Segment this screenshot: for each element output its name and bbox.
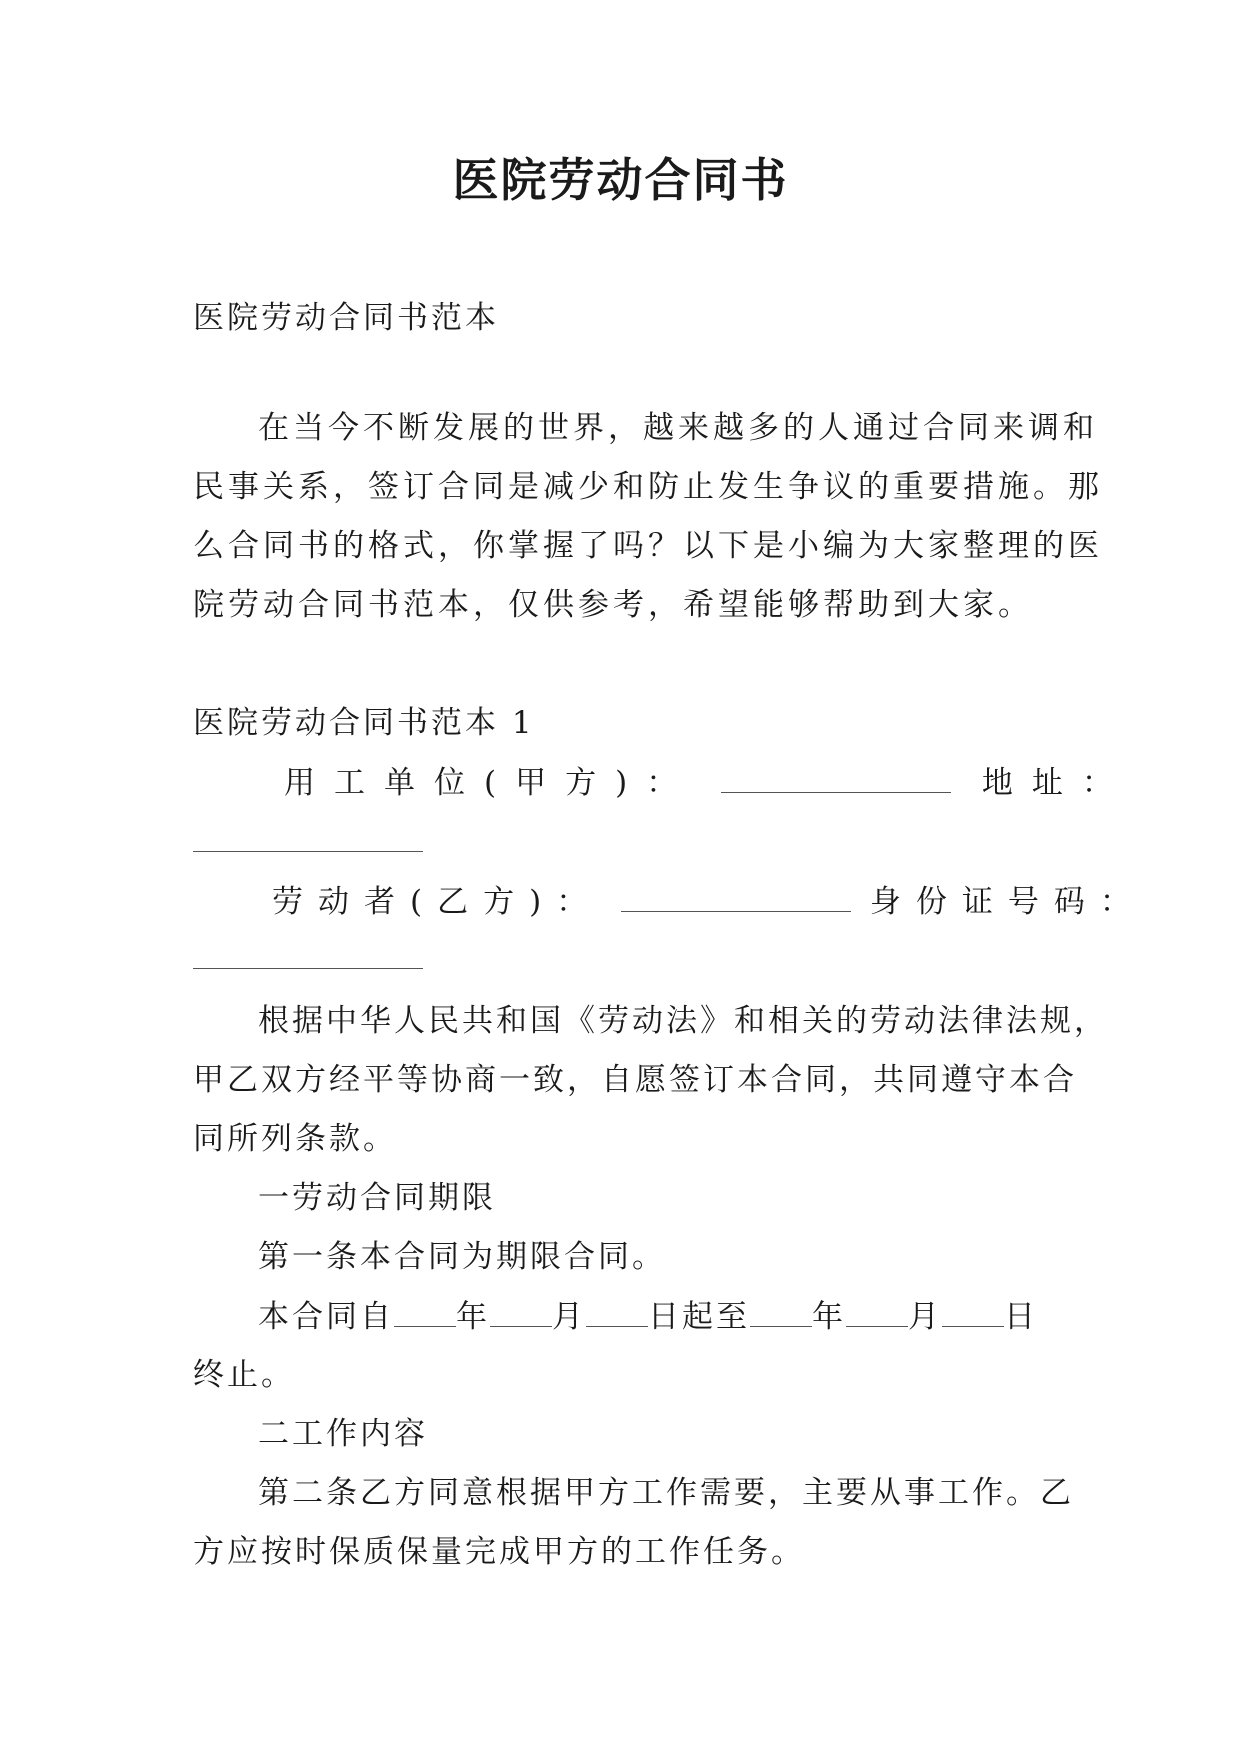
- term-year-2: 年: [812, 1299, 846, 1335]
- basis-line-2: 甲乙双方经平等协商一致，自愿签订本合同，共同遵守本合: [193, 1062, 1077, 1098]
- intro-line-4: 院劳动合同书范本，仅供参考，希望能够帮助到大家。: [193, 587, 1033, 623]
- party-b-id-label: 身份证号码：: [869, 884, 1146, 920]
- start-day-blank[interactable]: [586, 1296, 648, 1327]
- start-year-blank[interactable]: [394, 1296, 456, 1327]
- intro-line-3: 么合同书的格式，你掌握了吗？以下是小编为大家整理的医: [193, 528, 1103, 564]
- section-2-title: 二工作内容: [258, 1416, 428, 1452]
- party-a-label: 用工单位(甲方)：: [284, 765, 697, 801]
- party-a-row: [284, 762, 1132, 803]
- address-blank[interactable]: [193, 851, 423, 852]
- article-2-line-1: 第二条乙方同意根据甲方工作需要，主要从事工作。乙: [258, 1475, 1074, 1511]
- end-day-blank[interactable]: [942, 1296, 1004, 1327]
- section-1-title: 一劳动合同期限: [258, 1180, 496, 1216]
- party-b-row: [272, 881, 1146, 922]
- basis-line-1: 根据中华人民共和国《劳动法》和相关的劳动法律法规，: [258, 1003, 1108, 1039]
- intro-line-1: 在当今不断发展的世界，越来越多的人通过合同来调和: [258, 410, 1098, 446]
- term-year-1: 年: [456, 1299, 490, 1335]
- end-month-blank[interactable]: [846, 1296, 908, 1327]
- start-month-blank[interactable]: [490, 1296, 552, 1327]
- end-year-blank[interactable]: [750, 1296, 812, 1327]
- term-day-2: 日: [1004, 1299, 1038, 1335]
- term-month-1: 月: [552, 1299, 586, 1335]
- party-b-blank[interactable]: [621, 881, 851, 912]
- term-end: 终止。: [193, 1357, 295, 1393]
- sample-heading: 医院劳动合同书范本 1: [193, 705, 535, 741]
- term-prefix: 本合同自: [258, 1299, 394, 1335]
- term-day-1: 日起至: [648, 1299, 750, 1335]
- article-2-line-2: 方应按时保质保量完成甲方的工作任务。: [193, 1534, 805, 1570]
- party-a-address-label: 地址：: [981, 765, 1132, 801]
- document-title: 医院劳动合同书: [452, 153, 789, 207]
- term-month-2: 月: [908, 1299, 942, 1335]
- term-row: [258, 1296, 1038, 1337]
- party-a-blank[interactable]: [721, 762, 951, 793]
- party-b-label: 劳动者(乙方)：: [272, 884, 603, 920]
- subtitle: 医院劳动合同书范本: [193, 300, 499, 336]
- id-number-blank[interactable]: [193, 968, 423, 969]
- article-1: 第一条本合同为期限合同。: [258, 1239, 666, 1275]
- intro-line-2: 民事关系，签订合同是减少和防止发生争议的重要措施。那: [193, 469, 1103, 505]
- basis-line-3: 同所列条款。: [193, 1121, 397, 1157]
